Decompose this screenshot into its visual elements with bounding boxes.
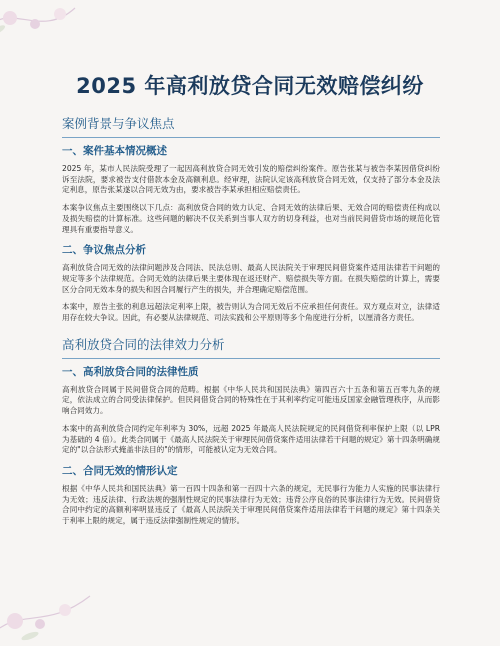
section-divider: [62, 358, 440, 359]
paragraph: 高利放贷合同无效的法律问题涉及合同法、民法总则、最高人民法院关于审理民间借贷案件适用法律若干问题的规定等多个法律规范。合同无效的法律后果主要体现在返还财产、赔偿损失等方面。在损失赔偿的计算上，需要区分合同无效本身的损失和因合同履行产生的损失，并合理确定赔偿范围。: [62, 263, 440, 294]
paragraph: 本案中的高利放贷合同约定年利率为 30%，远超 2025 年最高人民法院规定的民间借贷利率保护上限（以 LPR 为基础的 4 倍）。此类合同属于《最高人民法院关于审理民间借贷案件适用法律若干问题的规定》第十四条明确规定的"以合法形式掩盖非法目的"的情形，可能被认定为无效合同。: [62, 423, 440, 455]
subsection-heading: 二、合同无效的情形认定: [62, 464, 178, 477]
paragraph: 本案争议焦点主要围绕以下几点：高利放贷合同的效力认定、合同无效的法律后果、无效合同的赔偿责任构成以及损失赔偿的计算标准。这些问题的解决不仅关系到当事人双方的切身利益，也对当前民间借贷市场的规范化管理具有重要指导意义。: [62, 203, 440, 234]
subsection-heading: 一、高利放贷合同的法律性质: [62, 365, 199, 378]
paragraph: 根据《中华人民共和国民法典》第一百四十四条和第一百四十六条的规定，无民事行为能力人实施的民事法律行为无效；违反法律、行政法规的强制性规定的民事法律行为无效；违背公序良俗的民事法律行为无效。民间借贷合同中约定的高额利率明显违反了《最高人民法院关于审理民间借贷案件适用法律若干问题的规定》第十四条关于利率上限的规定，属于违反法律强制性规定的情形。: [62, 483, 440, 526]
floral-decoration-icon: [0, 576, 110, 646]
page-title: 2025 年高利放贷合同无效赔偿纠纷: [76, 74, 424, 98]
section-legal-effect: [62, 335, 440, 527]
subsection-heading: 二、争议焦点分析: [62, 244, 146, 257]
subsection-heading: 一、案件基本情况概述: [62, 145, 167, 157]
floral-decoration-icon: [0, 0, 110, 50]
paragraph: 高利放贷合同属于民间借贷合同的范畴。根据《中华人民共和国民法典》第四百六十五条和第五百零九条的规定，依法成立的合同受法律保护。但民间借贷合同的特殊性在于其利率约定可能违反国家金融管理秩序，从而影响合同效力。: [62, 384, 440, 416]
section-divider: [62, 137, 440, 138]
paragraph: 2025 年，某市人民法院受理了一起因高利放贷合同无效引发的赔偿纠纷案件。原告张某与被告李某因借贷纠纷诉至法院，要求被告支付借款本金及高额利息。经审理，法院认定该高利放贷合同无效，仅支持了部分本金及法定利息，原告张某遂以合同无效为由，要求被告李某承担相应赔偿责任。: [62, 164, 440, 195]
section-heading: 案例背景与争议焦点: [62, 116, 175, 131]
section-background: [62, 114, 440, 324]
paragraph: 本案中，原告主张的利息远超法定利率上限，被告则认为合同无效后不应承担任何责任。双方观点对立，法律适用存在较大争议。因此，有必要从法律规范、司法实践和公平原则等多个角度进行分析，以厘清各方责任。: [62, 302, 440, 323]
document-body: [62, 114, 440, 534]
section-heading: 高利放贷合同的法律效力分析: [62, 336, 225, 352]
